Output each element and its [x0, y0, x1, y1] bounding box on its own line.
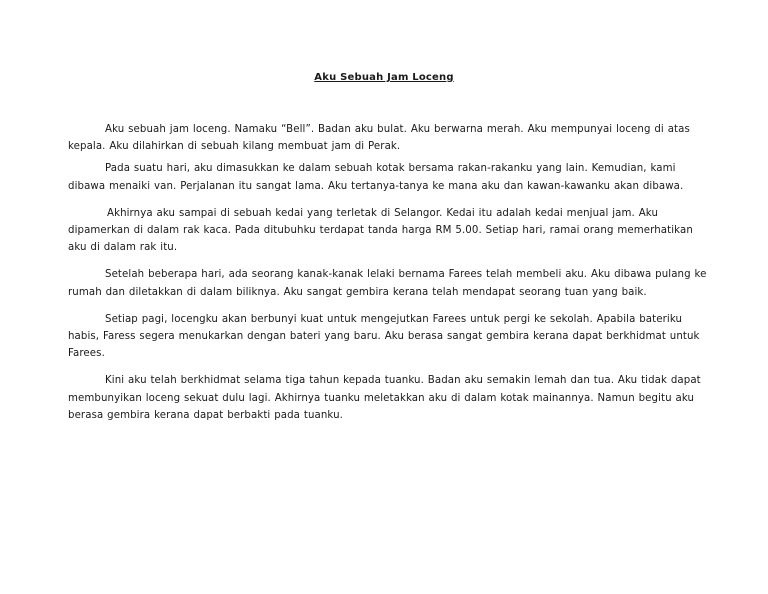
paragraph-6: Kini aku telah berkhidmat selama tiga tahun kepada tuanku. Badan aku semakin lemah dan tua. Aku tidak dapat membunyikan loceng sekuat dulu lagi. Akhirnya tuanku meletakkan aku di dalam kotak mainannya. Namun begitu aku berasa gembira kerana dapat berbakti pada tuanku.: [68, 375, 701, 421]
paragraph-2: Pada suatu hari, aku dimasukkan ke dalam sebuah kotak bersama rakan-rakanku yang lain. Kemudian, kami dibawa menaiki van. Perjalanan itu sangat lama. Aku tertanya-tanya ke mana aku dan kawan-kawanku akan dibawa.: [68, 163, 684, 192]
document-body: [68, 121, 708, 434]
paragraph-1: Aku sebuah jam loceng. Namaku “Bell”. Badan aku bulat. Aku berwarna merah. Aku mempunyai loceng di atas kepala. Aku dilahirkan di sebuah kilang membuat jam di Perak.: [68, 124, 690, 153]
document-title: Aku Sebuah Jam Loceng: [314, 72, 454, 83]
paragraph-5: Setiap pagi, locengku akan berbunyi kuat untuk mengejutkan Farees untuk pergi ke sekolah. Apabila bateriku habis, Faress segera menukarkan dengan bateri yang baru. Aku berasa sangat gembira kerana dapat berkhidmat untuk Farees.: [68, 313, 700, 360]
paragraph-3: Akhirnya aku sampai di sebuah kedai yang terletak di Selangor. Kedai itu adalah kedai menjual jam. Aku dipamerkan di dalam rak kaca. Pada ditubuhku terdapat tanda harga RM 5.00. Setiap hari, ramai orang memerhatikan aku di dalam rak itu.: [68, 207, 693, 254]
paragraph-4: Setelah beberapa hari, ada seorang kanak-kanak lelaki bernama Farees telah membeli aku. Aku dibawa pulang ke rumah dan diletakkan di dalam biliknya. Aku sangat gembira kerana telah mendapat seorang tuan yang baik.: [68, 269, 707, 298]
